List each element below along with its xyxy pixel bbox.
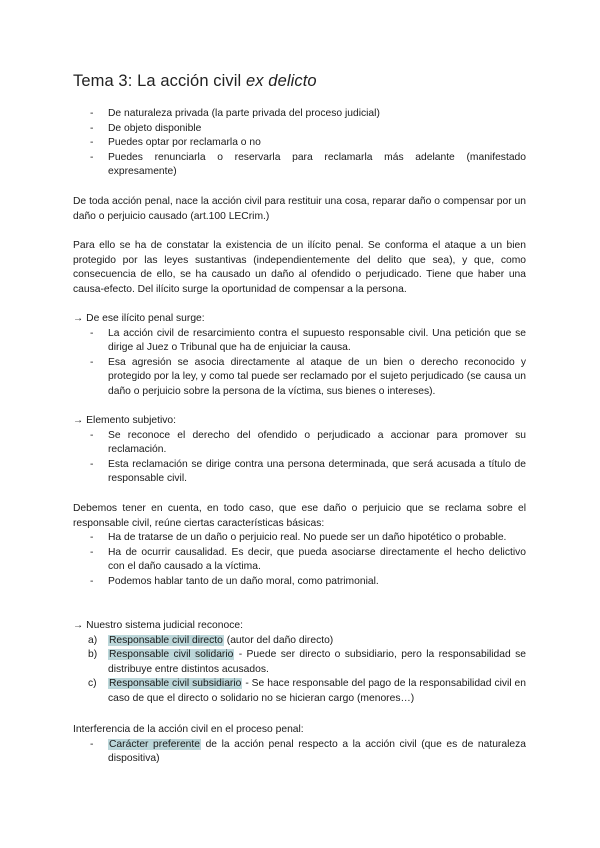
page-title xyxy=(73,72,317,91)
list-item: - Esa agresión se asocia directamente al ataque de un bien o derecho reconocido y protegido por la ley, y como tal puede ser reclamado por el sujeto perjudicado (se causa un daño o perjuicio sobre la persona de la víctima, sus bienes o intereses). xyxy=(90,356,526,397)
section-heading: → Nuestro sistema judicial reconoce: xyxy=(73,620,243,631)
section-interferencia xyxy=(73,723,526,767)
paragraph-text: Para ello se ha de constatar la existencia de un ilícito penal. Se conforma el ataque a un bien protegido por las leyes sustantivas (independientemente del delito que sea), y que, como consecuencia de ello, se ha causado un daño al ofendido o perjudicado. Tiene que haber una causa-efecto. Del ilícito surge la oportunidad de compensar a la persona. xyxy=(73,240,526,295)
section-heading: Interferencia de la acción civil en el proceso penal: xyxy=(73,724,304,735)
section-caracteristicas xyxy=(73,502,526,590)
list-item: c) Responsable civil subsidiario - Se hace responsable del pago de la responsabilidad civil en caso de que el directo o solidario no se hicieran cargo (menores…) xyxy=(88,678,526,704)
list-item: - La acción civil de resarcimiento contra el supuesto responsable civil. Una petición que se dirige al Juez o Tribunal que ha de enjuiciar la causa. xyxy=(90,327,526,354)
list-item: - De objeto disponible xyxy=(90,122,202,134)
section-intro: Debemos tener en cuenta, en todo caso, que ese daño o perjuicio que se reclama sobre el responsable civil, reúne ciertas características básicas: xyxy=(73,503,526,529)
paragraph-text: De toda acción penal, nace la acción civil para restituir una cosa, reparar daño o compensar por un daño o perjuicio causado (art.100 LECrim.) xyxy=(73,196,526,222)
highlight: Responsable civil subsidiario xyxy=(109,678,242,690)
paragraph-1 xyxy=(73,195,526,224)
list-item: - Puedes renunciarla o reservarla para reclamarla más adelante (manifestado expresamente) xyxy=(90,151,526,178)
title-italic: ex delicto xyxy=(245,72,317,90)
highlight: Carácter preferente xyxy=(109,738,200,750)
list-item: - Esta reclamación se dirige contra una persona determinada, que será acusada a título de responsable civil. xyxy=(90,458,526,485)
title-main: Tema 3: La acción civil xyxy=(73,72,246,90)
list-item: a) Responsable civil directo (autor del daño directo) xyxy=(88,634,334,646)
list-item: - De naturaleza privada (la parte privada del proceso judicial) xyxy=(90,108,380,119)
section-sistema-judicial xyxy=(73,619,526,707)
highlight: Responsable civil directo xyxy=(109,634,223,646)
intro-list xyxy=(73,107,526,180)
paragraph-2 xyxy=(73,239,526,297)
section-heading: → Elemento subjetivo: xyxy=(73,415,177,426)
list-item: - Ha de tratarse de un daño o perjuicio real. No puede ser un daño hipotético o probable. xyxy=(90,532,507,544)
list-item: - Carácter preferente de la acción penal respecto a la acción civil (que es de naturaleza dispositiva) xyxy=(90,738,526,765)
section-surge xyxy=(73,312,526,400)
list-item: b) Responsable civil solidario - Puede ser directo o subsidiario, pero la responsabilidad se distribuye entre distintos acusados. xyxy=(88,649,526,675)
section-heading: → De ese ilícito penal surge: xyxy=(73,313,205,324)
section-elemento-subjetivo xyxy=(73,414,526,487)
list-item: - Puedes optar por reclamarla o no xyxy=(90,137,261,149)
highlight: Responsable civil solidario xyxy=(109,649,234,661)
list-item: - Podemos hablar tanto de un daño moral, como patrimonial. xyxy=(90,575,379,587)
list-item: - Se reconoce el derecho del ofendido o perjudicado a accionar para promover su reclamación. xyxy=(90,429,526,456)
list-item: - Ha de ocurrir causalidad. Es decir, que pueda asociarse directamente el hecho delictivo con el daño causado a la víctima. xyxy=(90,546,526,573)
